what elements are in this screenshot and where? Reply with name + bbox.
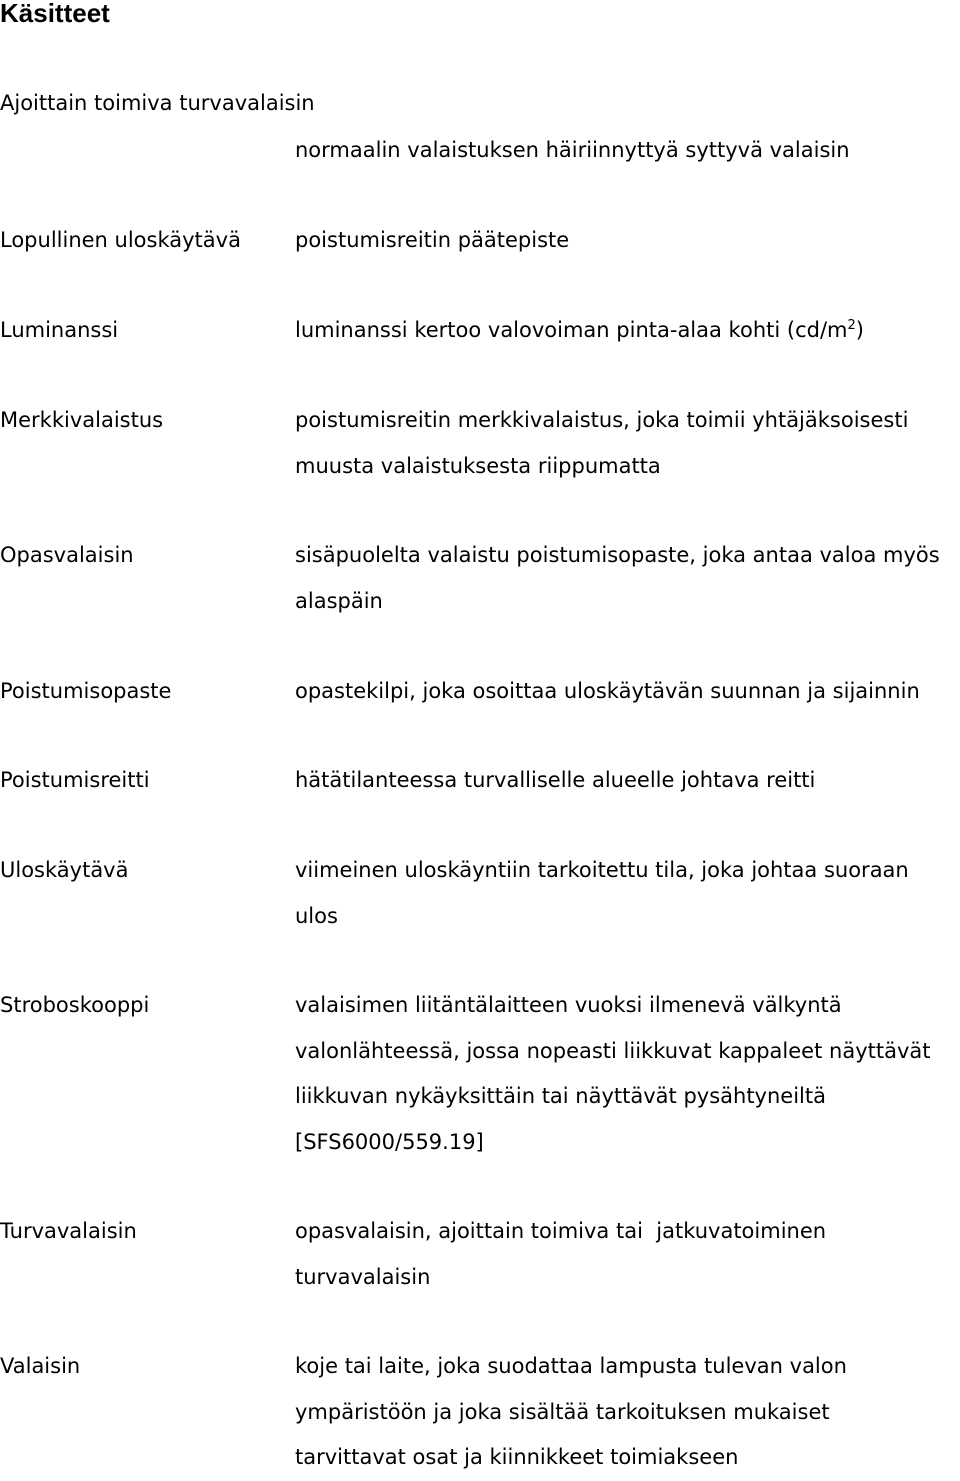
term-opasvalaisin: Opasvalaisin bbox=[0, 543, 134, 567]
definition-valaisin bbox=[295, 1344, 847, 1481]
definition-line: valonlähteessä, jossa nopeasti liikkuvat kappaleet näyttävät bbox=[295, 1038, 931, 1063]
definition-opasvalaisin bbox=[295, 533, 940, 624]
definition-text-end: ) bbox=[855, 318, 864, 342]
definition-line: poistumisreitin päätepiste bbox=[295, 228, 570, 252]
term-luminanssi: Luminanssi bbox=[0, 318, 119, 342]
definition-line: ympäristöön ja joka sisältää tarkoituksen mukaiset bbox=[295, 1399, 830, 1424]
term-uloskaytava: Uloskäytävä bbox=[0, 858, 129, 882]
definition-poistumisreitti bbox=[295, 758, 815, 804]
definition-line: opastekilpi, joka osoittaa uloskäytävän suunnan ja sijainnin bbox=[295, 679, 920, 703]
term-merkkivalaistus: Merkkivalaistus bbox=[0, 408, 164, 432]
definition-merkkivalaistus bbox=[295, 398, 908, 489]
definition-line: viimeinen uloskäyntiin tarkoitettu tila, joka johtaa suoraan bbox=[295, 858, 909, 882]
definition-luminanssi bbox=[295, 308, 864, 354]
definition-line bbox=[295, 308, 864, 354]
definition-line: tarvittavat osat ja kiinnikkeet toimiakseen bbox=[295, 1445, 739, 1469]
term-stroboskooppi: Stroboskooppi bbox=[0, 993, 150, 1017]
definition-line: opasvalaisin, ajoittain toimiva tai jatkuvatoiminen bbox=[295, 1219, 827, 1243]
definition-line: turvavalaisin bbox=[295, 1264, 431, 1289]
term-turvavalaisin: Turvavalaisin bbox=[0, 1219, 137, 1243]
definition-line: hätätilanteessa turvalliselle alueelle johtava reitti bbox=[295, 768, 816, 792]
definition-line: poistumisreitin merkkivalaistus, joka toimii yhtäjäksoisesti bbox=[295, 408, 909, 432]
definition-turvavalaisin bbox=[295, 1209, 826, 1300]
definition-line: liikkuvan nykäyksittäin tai näyttävät pysähtyneiltä bbox=[295, 1084, 826, 1108]
definition-line: [SFS6000/559.19] bbox=[295, 1129, 484, 1154]
definition-line: valaisimen liitäntälaitteen vuoksi ilmenevä välkyntä bbox=[295, 993, 842, 1017]
definition-poistumisopaste bbox=[295, 669, 920, 715]
definition-line: koje tai laite, joka suodattaa lampusta tulevan valon bbox=[295, 1354, 847, 1378]
definition-line: normaalin valaistuksen häiriinnyttyä syttyvä valaisin bbox=[295, 138, 850, 162]
definition-line: sisäpuolelta valaistu poistumisopaste, joka antaa valoa myös bbox=[295, 543, 940, 567]
definition-lopullinen-uloskaytava bbox=[295, 218, 569, 264]
definition-ajoittain-toimiva-turvavalaisin bbox=[295, 128, 850, 174]
term-poistumisopaste: Poistumisopaste bbox=[0, 679, 172, 703]
definition-stroboskooppi bbox=[295, 983, 931, 1165]
term-poistumisreitti: Poistumisreitti bbox=[0, 768, 150, 792]
page-title: Käsitteet bbox=[0, 0, 110, 28]
definition-uloskaytava bbox=[295, 848, 909, 939]
definition-text: luminanssi kertoo valovoiman pinta-alaa kohti (cd/m bbox=[295, 318, 848, 342]
term-ajoittain-toimiva-turvavalaisin: Ajoittain toimiva turvavalaisin bbox=[0, 91, 315, 115]
superscript: 2 bbox=[847, 318, 856, 333]
term-valaisin: Valaisin bbox=[0, 1354, 81, 1378]
definition-line: alaspäin bbox=[295, 588, 383, 613]
term-lopullinen-uloskaytava: Lopullinen uloskäytävä bbox=[0, 228, 241, 252]
definition-line: ulos bbox=[295, 903, 338, 928]
definition-line: muusta valaistuksesta riippumatta bbox=[295, 453, 661, 478]
